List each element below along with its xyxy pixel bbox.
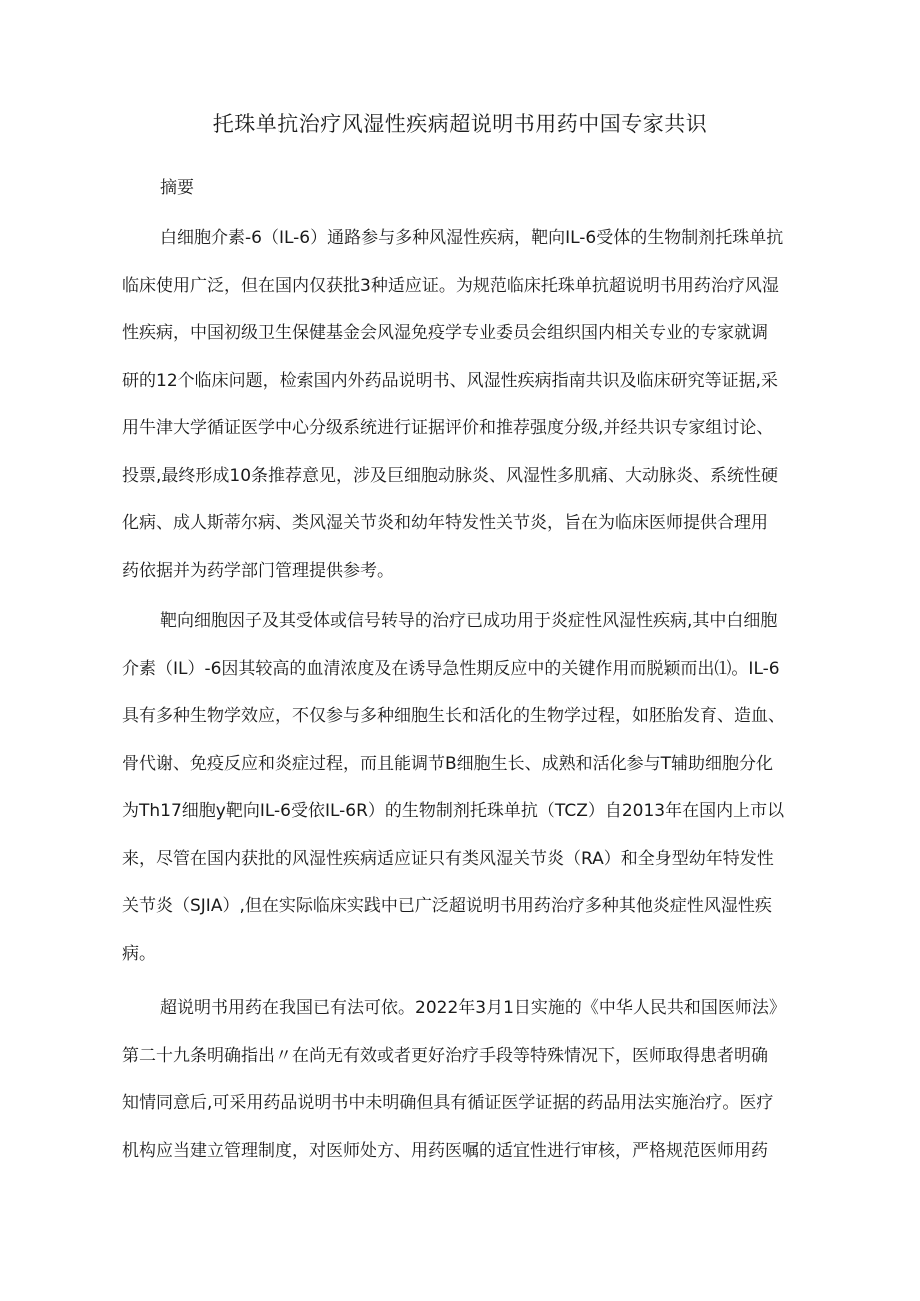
paragraph-line: 来，尽管在国内获批的风湿性疾病适应证只有类风湿关节炎（RA）和全身型幼年特发性 — [122, 848, 774, 869]
paragraph-introduction — [122, 603, 834, 983]
paragraph-line: 为Th17细胞y靶向IL-6受依IL-6R）的生物制剂托珠单抗（TCZ）自2013年在国内上市以 — [122, 801, 785, 821]
document-title: 托珠单抗治疗风湿性疾病超说明书用药中国专家共识 — [212, 112, 708, 136]
paragraph-legal-basis — [122, 990, 834, 1180]
abstract-heading: 摘要 — [160, 178, 194, 198]
paragraph-line: 具有多种生物学效应，不仅参与多种细胞生长和活化的生物学过程，如胚胎发育、造血、 — [122, 706, 785, 726]
paragraph-line: 靶向细胞因子及其受体或信号转导的治疗已成功用于炎症性风湿性疾病,其中白细胞 — [160, 611, 778, 631]
paragraph-line: 研的12个临床问题，检索国内外药品说明书、风湿性疾病指南共识及临床研究等证据,采 — [122, 370, 779, 391]
paragraph-line: 病。 — [122, 943, 156, 964]
paragraph-line: 关节炎（SJIA）,但在实际临床实践中已广泛超说明书用药治疗多种其他炎症性风湿性疾 — [122, 896, 772, 916]
paragraph-abstract — [122, 220, 834, 600]
paragraph-line: 介素（IL）-6因其较高的血清浓度及在诱导急性期反应中的关键作用而脱颖而出⑴。IL-6 — [122, 658, 780, 679]
paragraph-line: 临床使用广泛，但在国内仅获批3种适应证。为规范临床托珠单抗超说明书用药治疗风湿 — [122, 275, 779, 296]
paragraph-line: 骨代谢、免疫反应和炎症过程，而且能调节B细胞生长、成熟和活化参与T辅助细胞分化 — [122, 753, 774, 774]
paragraph-line: 第二十九条明确指出〃在尚无有效或者更好治疗手段等特殊情况下，医师取得患者明确 — [122, 1045, 768, 1066]
paragraph-line: 知情同意后,可采用药品说明书中未明确但具有循证医学证据的药品用法实施治疗。医疗 — [122, 1093, 774, 1113]
paragraph-line: 化病、成人斯蒂尔病、类风湿关节炎和幼年特发性关节炎，旨在为临床医师提供合理用 — [122, 513, 768, 533]
paragraph-line: 白细胞介素-6（IL-6）通路参与多种风湿性疾病，靶向IL-6受体的生物制剂托珠单抗 — [160, 228, 784, 248]
paragraph-line: 性疾病，中国初级卫生保健基金会风湿免疫学专业委员会组织国内相关专业的专家就调 — [122, 323, 768, 343]
paragraph-line: 超说明书用药在我国已有法可依。2022年3月1日实施的《中华人民共和国医师法》 — [160, 998, 786, 1018]
paragraph-line: 机构应当建立管理制度，对医师处方、用药医嘱的适宜性进行审核，严格规范医师用药 — [122, 1140, 768, 1161]
paragraph-line: 药依据并为药学部门管理提供参考。 — [122, 560, 394, 581]
paragraph-line: 用牛津大学循证医学中心分级系统进行证据评价和推荐强度分级,并经共识专家组讨论、 — [122, 418, 774, 438]
paragraph-line: 投票,最终形成10条推荐意见，涉及巨细胞动脉炎、风湿性多肌痛、大动脉炎、系统性硬 — [122, 465, 779, 486]
